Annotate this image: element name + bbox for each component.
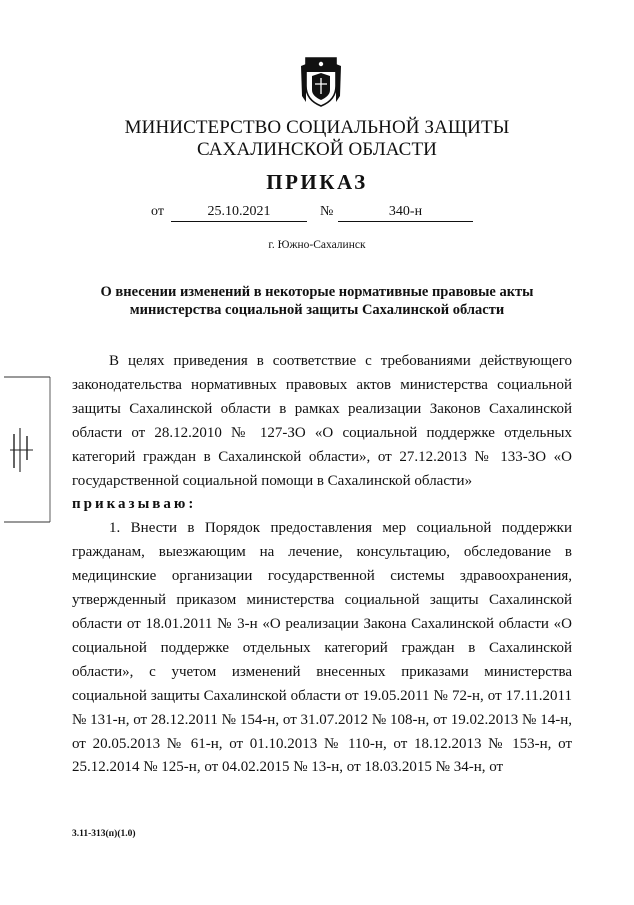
- issue-city: г. Южно-Сахалинск: [268, 239, 366, 251]
- form-code: 3.11-313(п)(1.0): [72, 829, 136, 839]
- date-label: от: [151, 204, 164, 219]
- preamble-paragraph: В целях приведения в соответствие с требованиями действующего законодательства нормативных правовых актов министерства социальной защиты Сахалинской области в рамках реализации Законов Сахалинской области от 28.12.2010 № 127-ЗО «О социальной поддержке отдельных категорий граждан в Сахалинской области», от 27.12.2013 № 133-ЗО «О государственной социальной помощи в Сахалинской области»: [72, 353, 572, 489]
- margin-binding-marks: [0, 376, 60, 526]
- document-date: 25.10.2021: [171, 204, 307, 222]
- item-1-paragraph: 1. Внести в Порядок предоставления мер социальной поддержки гражданам, выезжающим на лечение, консультацию, обследование в медицинские организации государственной системы здравоохранения, утвержденный приказом министерства социальной защиты Сахалинской области от 18.01.2011 № 3-н «О реализации Закона Сахалинской области «О социальной поддержке отдельных категорий граждан в Сахалинской области», с учетом изменений внесенных приказами министерства социальной защиты Сахалинской области от 19.05.2011 № 72-н, от 17.11.2011 № 131-н, от 28.12.2011 № 154-н, от 31.07.2012 № 108-н, от 19.02.2013 № 14-н, от 20.05.2013 № 61-н, от 01.10.2013 № 110-н, от 18.12.2013 № 153-н, от 25.12.2014 № 125-н, от 04.02.2015 № 13-н, от 18.03.2015 № 34-н, от: [72, 520, 572, 776]
- document-title: [70, 283, 564, 319]
- order-word: приказываю:: [72, 496, 197, 513]
- number-label: №: [320, 204, 334, 219]
- organization-name-line1: МИНИСТЕРСТВО СОЦИАЛЬНОЙ ЗАЩИТЫ: [124, 117, 510, 138]
- document-type: ПРИКАЗ: [266, 170, 368, 194]
- document-title-line1: О внесении изменений в некоторые нормативные правовые акты: [100, 284, 534, 300]
- document-title-line2: министерства социальной защиты Сахалинской области: [129, 302, 505, 318]
- coat-of-arms-icon: [300, 56, 342, 108]
- organization-name-line2: САХАЛИНСКОЙ ОБЛАСТИ: [196, 139, 437, 160]
- date-number-line: [0, 204, 634, 226]
- document-number: 340-н: [338, 204, 473, 222]
- document-body: [72, 350, 572, 780]
